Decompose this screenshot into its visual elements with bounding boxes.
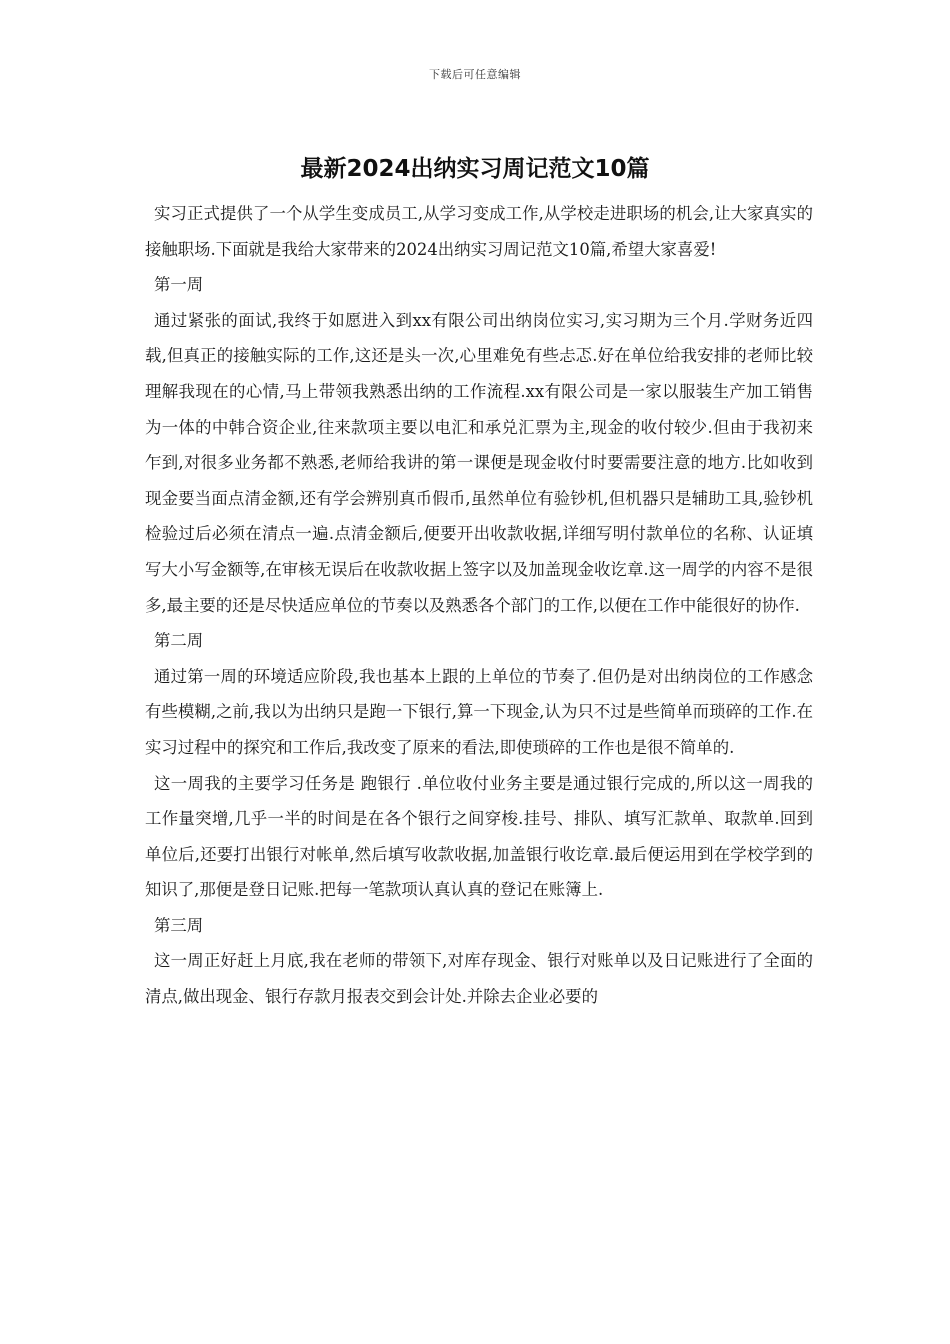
document-body (145, 196, 813, 1015)
week-1-paragraph: 通过紧张的面试,我终于如愿进入到xx有限公司出纳岗位实习,实习期为三个月.学财务近四载,但真正的接触实际的工作,这还是头一次,心里难免有些忐忑.好在单位给我安排的老师比较理解我现在的心情,马上带领我熟悉出纳的工作流程.xx有限公司是一家以服装生产加工销售为一体的中韩合资企业,往来款项主要以电汇和承兑汇票为主,现金的收付较少.但由于我初来乍到,对很多业务都不熟悉,老师给我讲的第一课便是现金收付时要需要注意的地方.比如收到现金要当面点清金额,还有学会辨别真币假币,虽然单位有验钞机,但机器只是辅助工具,验钞机检验过后必须在清点一遍.点清金额后,便要开出收款收据,详细写明付款单位的名称、认证填写大小写金额等,在审核无误后在收款收据上签字以及加盖现金收讫章.这一周学的内容不是很多,最主要的还是尽快适应单位的节奏以及熟悉各个部门的工作,以便在工作中能很好的协作. (145, 310, 813, 615)
section-heading-week-3: 第三周 (154, 915, 204, 935)
section-heading-week-2: 第二周 (154, 631, 204, 651)
week-2-paragraph-1: 通过第一周的环境适应阶段,我也基本上跟的上单位的节奏了.但仍是对出纳岗位的工作感念有些模糊,之前,我以为出纳只是跑一下银行,算一下现金,认为只不过是些简单而琐碎的工作.在实习过程中的探究和工作后,我改变了原来的看法,即使琐碎的工作也是很不简单的. (145, 666, 813, 757)
document-title: 最新2024出纳实习周记范文10篇 (300, 156, 650, 182)
page-header-note: 下载后可任意编辑 (429, 68, 521, 81)
week-2-paragraph-2: 这一周我的主要学习任务是 跑银行 .单位收付业务主要是通过银行完成的,所以这一周我的工作量突增,几乎一半的时间是在各个银行之间穿梭.挂号、排队、填写汇款单、取款单.回到单位后,还要打出银行对帐单,然后填写收款收据,加盖银行收讫章.最后便运用到在学校学到的知识了,那便是登日记账.把每一笔款项认真认真的登记在账簿上. (145, 773, 813, 900)
section-heading-week-1: 第一周 (154, 275, 204, 295)
intro-paragraph: 实习正式提供了一个从学生变成员工,从学习变成工作,从学校走进职场的机会,让大家真实的接触职场.下面就是我给大家带来的2024出纳实习周记范文10篇,希望大家喜爱! (145, 204, 813, 259)
week-3-paragraph: 这一周正好赶上月底,我在老师的带领下,对库存现金、银行对账单以及日记账进行了全面的清点,做出现金、银行存款月报表交到会计处.并除去企业必要的 (145, 951, 813, 1007)
